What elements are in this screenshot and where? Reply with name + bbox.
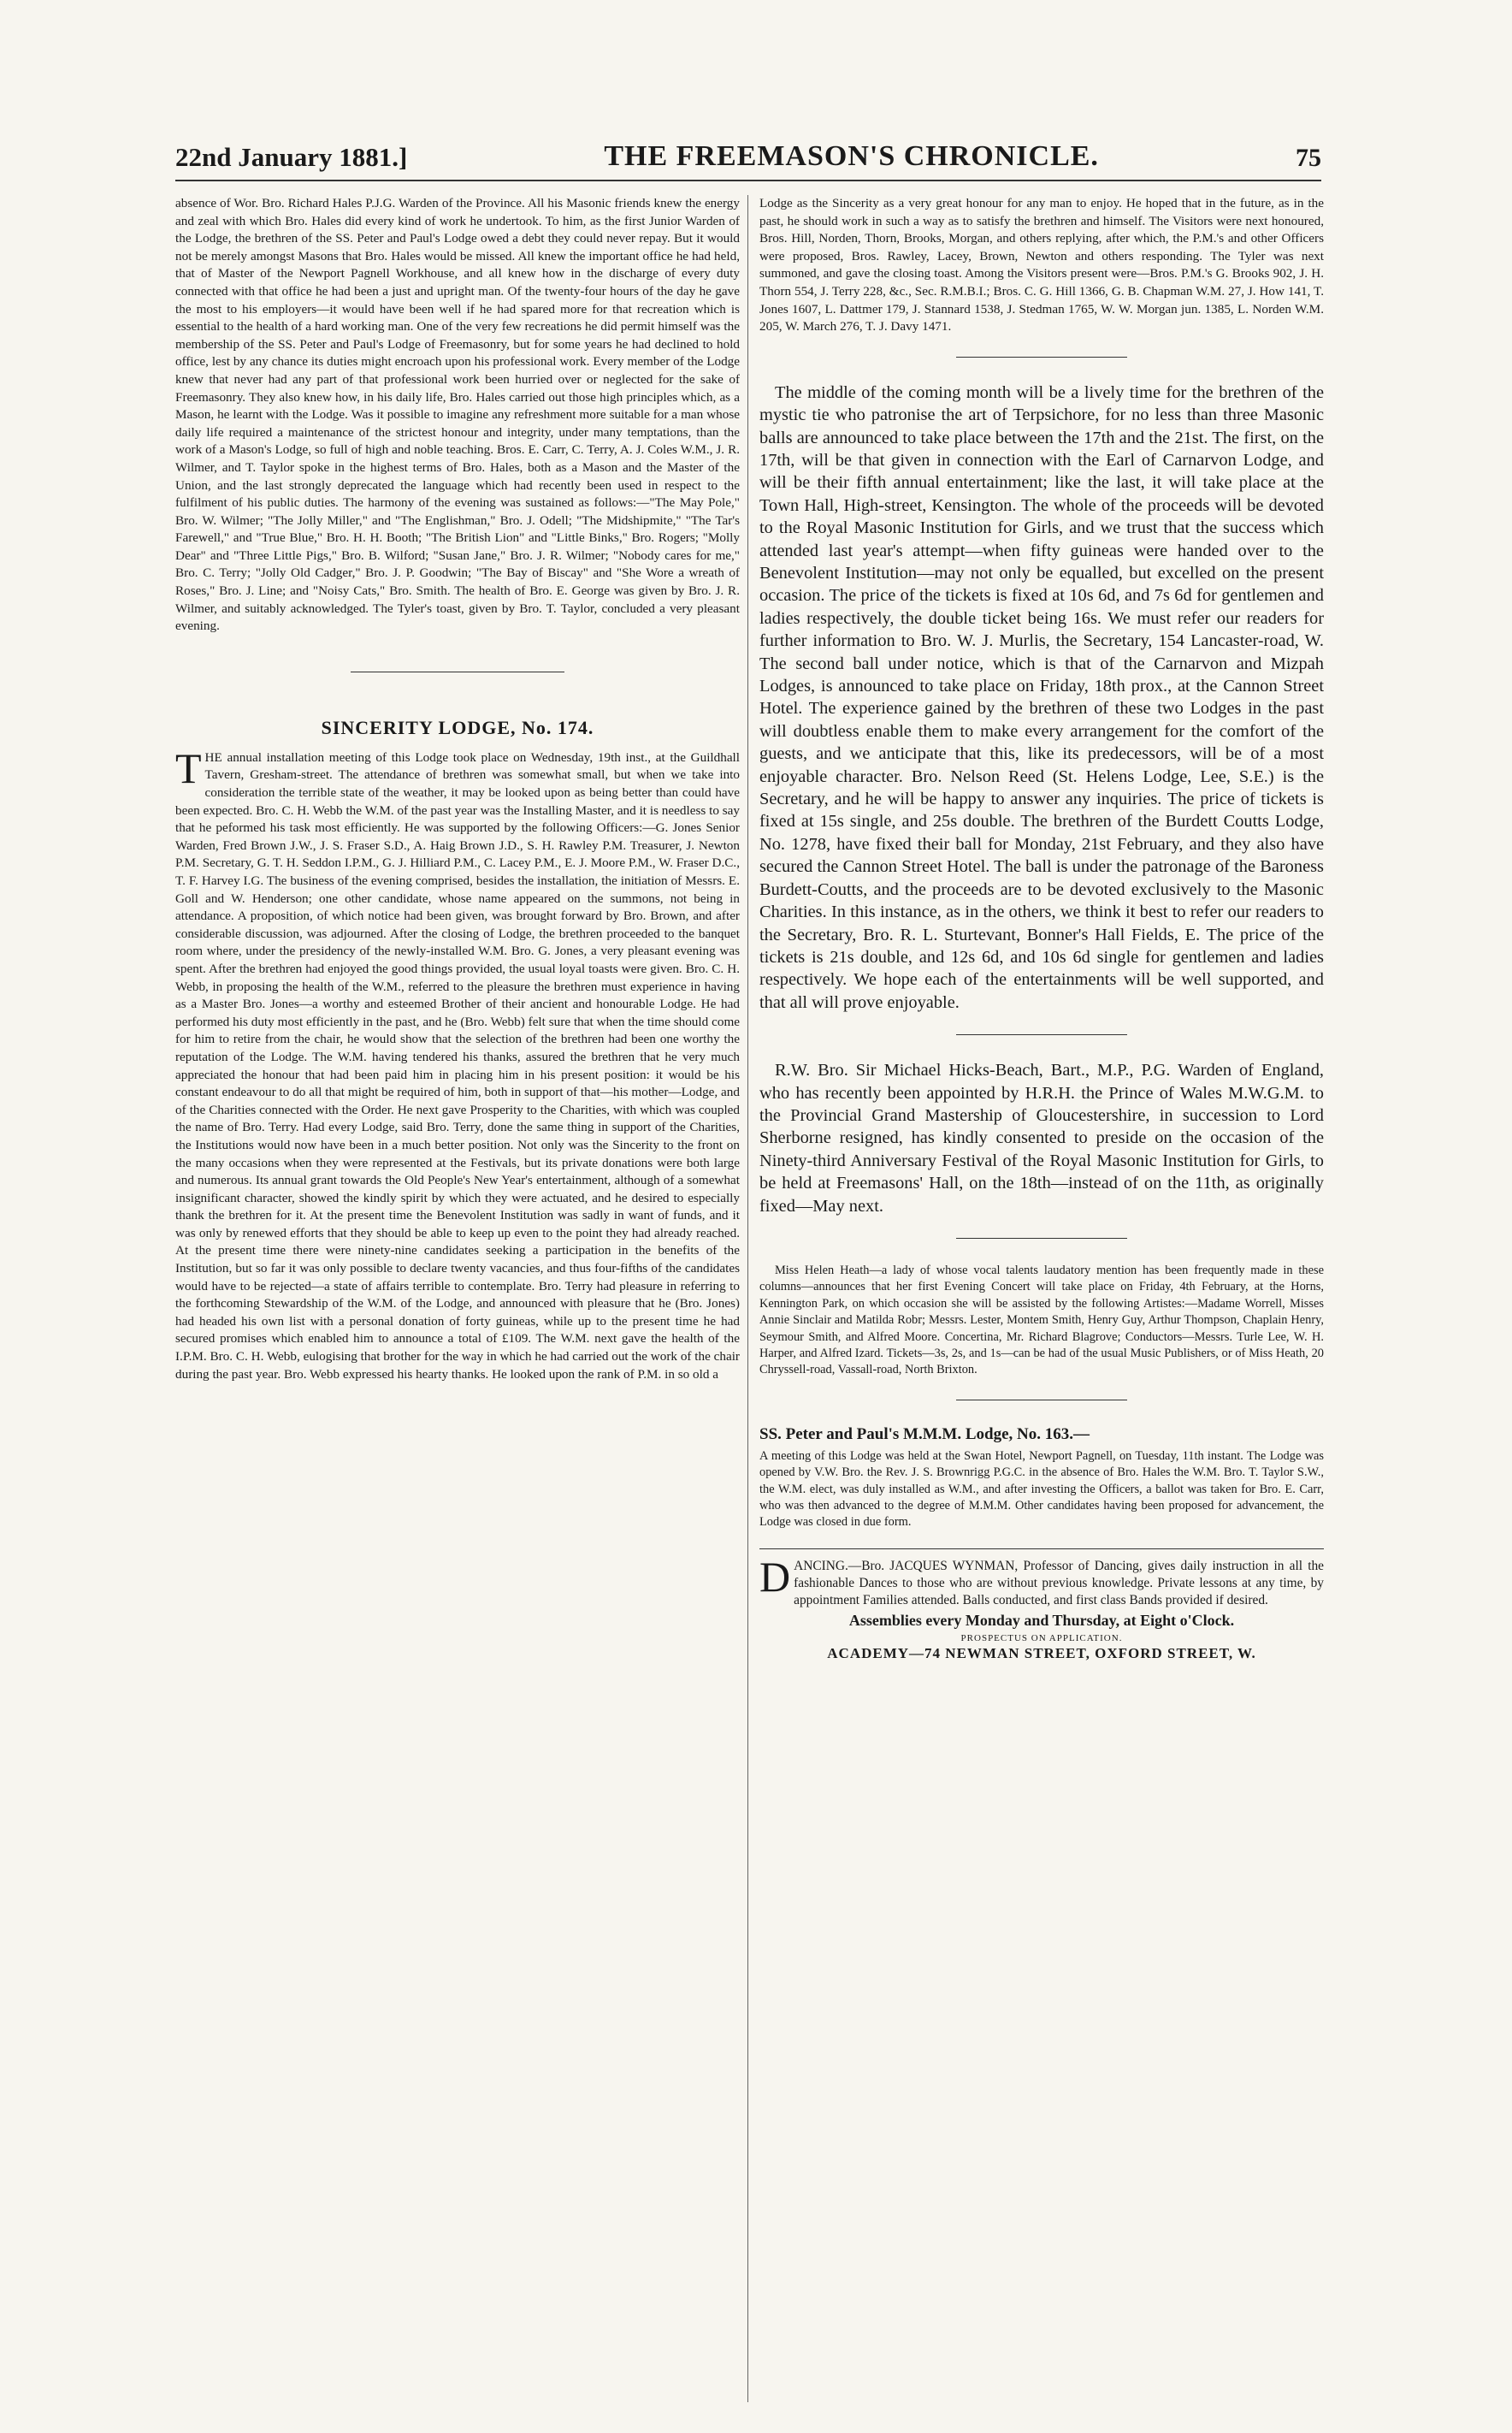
masthead-rule <box>175 180 1321 181</box>
ad-assemblies: Assemblies every Monday and Thursday, at Eight o'Clock. <box>848 1611 1235 1629</box>
helen-heath-notice: Miss Helen Heath—a lady of whose vocal talents laudatory mention has been frequently made in these columns—announces that her first Evening Concert will take place on Friday, 4th February, at the Horns, Kennington Park, on which occasion she will be assisted by the following Artistes:—Madame Worrell, Misses Annie Sinclair and Matilda Robr; Messrs. Lester, Montem Smith, Henry Guy, Arthur Thompson, Chaplain Henry, Seymour Smith, and Alfred Moore. Concertina, Mr. Richard Blagrove; Conductors—Messrs. Turle Lee, W. H. Harper, and Alfred Izard. Tickets—3s, 2s, and 1s—can be had of the usual Music Publishers, or of Miss Heath, 20 Chryssell-road, Vassall-road, North Brixton. <box>759 1263 1324 1377</box>
ad-lead-body: ANCING.—Bro. JACQUES WYNMAN, Professor of Dancing, gives daily instruction in all the fashionable Dances to those who are without previous knowledge. Private lessons at any time, by appointment Families attended. Balls conducted, and first class Bands provided if desired. <box>794 1558 1324 1607</box>
masonic-balls-article: The middle of the coming month will be a lively time for the brethren of the mystic tie who patronise the art of Terpsichore, for no less than three Masonic balls are announced to take place between the 17th and the 21st. The first, on the 17th, will be that given in connection with the Earl of Carnarvon Lodge, and will be their fifth annual entertainment; like the last, it will take place at the Town Hall, High-street, Kensington. The whole of the proceeds will be devoted to the Royal Masonic Institution for Girls, and we trust that the success which attended last year's attempt—when fifty guineas were handed over to the Benevolent Institution—may not only be equalled, but excelled on the present occasion. The price of the tickets is fixed at 10s 6d, and 7s 6d for gentlemen and ladies respectively, the double ticket being 16s. We must refer our readers for further information to Bro. W. J. Murlis, the Secretary, 154 Lancaster-road, W. The second ball under notice, which is that of the Carnarvon and Mizpah Lodges, is announced to take place on Friday, 18th prox., at the Cannon Street Hotel. The experience gained by the brethren of these two Lodges in the past will doubtless enable them to make every arrangement for the comfort of the guests, and we anticipate that this, like its predecessors, will be of a most enjoyable character. Bro. Nelson Reed (St. Helens Lodge, Lee, S.E.) is the Secretary, and he will be happy to answer any inquiries. The price of tickets is fixed at 15s single, and 25s double. The brethren of the Burdett Coutts Lodge, No. 1278, have fixed their ball for Monday, 21st February, and they also have secured the Cannon Street Hotel. The ball is under the patronage of the Baroness Burdett-Coutts, and the proceeds are to be devoted exclusively to the Masonic Charities. In this instance, as in the others, we think it best to refer our readers to the Secretary, Bro. R. L. Sturtevant, Bonner's Hall Fields, E. The price of the tickets is 21s double, and 12s 6d, and 10s 6d single for gentlemen and ladies respectively. We hope each of the entertainments will be well supported, and that all will prove enjoyable. <box>759 382 1324 1012</box>
left-column <box>175 195 740 2419</box>
ad-prospectus: PROSPECTUS ON APPLICATION. <box>960 1632 1123 1643</box>
column-rule <box>747 195 748 2402</box>
sincerity-lodge-continued: Lodge as the Sincerity as a very great honour for any man to enjoy. He hoped that in the future, as in the past, he should work in such a way as to satisfy the brethren and himself. The Visitors were next honoured, Bros. Hill, Norden, Thorn, Brooks, Morgan, and others replying, after which, the P.M.'s and other Officers were proposed, Bros. Rawley, Lacey, Brown, Newton and others responding. The Tyler was next summoned, and gave the closing toast. Among the Visitors present were—Bros. P.M.'s G. Brooks 902, J. H. Thorn 554, J. Terry 228, &c., Sec. R.M.B.I.; Bros. C. G. Hill 1366, G. B. Chapman W.M. 27, J. How 141, T. Jones 1607, L. Dattmer 179, J. Stannard 1538, J. Stedman 1765, W. W. Morgan jun. 1385, L. Norden W.M. 205, W. March 276, T. J. Davy 1471. <box>759 196 1324 334</box>
ad-address: ACADEMY—74 NEWMAN STREET, OXFORD STREET, W. <box>827 1644 1256 1661</box>
ad-drop-cap: D <box>759 1552 791 1601</box>
sincerity-lodge-heading: SINCERITY LODGE, No. 174. <box>321 716 594 738</box>
ad-lead-text <box>759 1552 1324 1609</box>
section-divider <box>956 1034 1127 1035</box>
peter-paul-lodge-text: A meeting of this Lodge was held at the Swan Hotel, Newport Pagnell, on Tuesday, 11th instant. The Lodge was opened by V.W. Bro. the Rev. J. S. Brownrigg P.G.C. in the absence of Bro. Hales the W.M. Bro. T. Taylor S.W., the W.M. elect, was duly installed as W.M., and after investing the Officers, a ballot was taken for Bro. E. Carr, who was then advanced to the degree of M.M.M. Other candidates having been proposed for advancement, the Lodge was closed in due form. <box>759 1448 1324 1530</box>
page-number: 75 <box>1295 144 1321 172</box>
peter-paul-lodge-heading: SS. Peter and Paul's M.M.M. Lodge, No. 163.— <box>759 1424 1090 1443</box>
drop-cap: T <box>175 743 202 792</box>
masthead <box>175 130 1321 173</box>
hicks-beach-article: R.W. Bro. Sir Michael Hicks-Beach, Bart., M.P., P.G. Warden of England, who has recently been appointed by H.R.H. the Prince of Wales M.W.G.M. to the Provincial Grand Mastership of Gloucestershire, in succession to Lord Sherborne resigned, has kindly consented to preside on the occasion of the Ninety-third Anniversary Festival of the Royal Masonic Institution for Girls, to be held at Freemasons' Hall, on the 18th—instead of on the 11th, as originally fixed—May next. <box>759 1061 1324 1216</box>
section-divider <box>956 1238 1127 1239</box>
dancing-advertisement <box>759 1548 1324 1662</box>
sincerity-lodge-body: HE annual installation meeting of this Lodge took place on Wednesday, 19th inst., at the Guildhall Tavern, Gresham-street. The attendance of brethren was somewhat small, but when we take into consideration the terrible state of the weather, it may be looked upon as being better than could have been expected. Bro. C. H. Webb the W.M. of the past year was the Installing Master, and it is needless to say that he peformed his task most efficiently. He was supported by the following Officers:—G. Jones Senior Warden, Fred Brown J.W., J. S. Fraser S.D., A. Haig Brown J.D., S. H. Rawley P.M. Treasurer, J. Newton P.M. Secretary, G. T. H. Seddon I.P.M., G. J. Hilliard P.M., C. Lacey P.M., E. J. Moore P.M., W. Fraser D.C., T. F. Harvey I.G. The business of the evening comprised, besides the installation, the initiation of Messrs. E. Goll and W. Henderson; one other candidate, whose name appeared on the summons, not being in attendance. A proposition, of which notice had been given, was brought forward by Bro. Brown, and after considerable discussion, was adjourned. After the closing of Lodge, the brethren proceeded to the banquet room where, under the presidency of the newly-installed W.M. Bro. G. Jones, a very pleasant evening was spent. After the brethren had enjoyed the good things provided, the usual loyal toasts were given. Bro. C. H. Webb, in proposing the health of the W.M., referred to the pleasure the brethren must experience in having as a Master Bro. Jones—a worthy and esteemed Brother of their ancient and honourable Lodge. He had performed his duty most efficiently in the past, and he (Bro. Webb) felt sure that when the time should come for him to retire from the chair, he would show that the selection of the brethren had been one worthy the reputation of the Lodge. The W.M. having tendered his thanks, assured the brethren that he very much appreciated the honour that had been paid him in placing him in his present position: it would be his constant endeavour to do all that might be required of him, both in support of that—his mother—Lodge, and of the Charities connected with the Order. He next gave Prosperity to the Charities, with which was coupled the name of Bro. Terry. Had every Lodge, said Bro. Terry, done the same thing in support of the Charities, the Institutions would now have been in a much better position. Not only was the Sincerity to the front on the many occasions when they were represented at the Festivals, but its private donations were both large and numerous. Its annual grant towards the Old People's New Year's entertainment, although of a somewhat insignificant character, showed the kindly spirit by which they were actuated, and he desired to especially thank the brethren for it. At the present time the Benevolent Institution was sadly in want of funds, and it was only by renewed efforts that they should be able to keep up even to the point they had already reached. At the present time there were ninety-nine candidates seeking a participation in the benefits of the Institution, but so far it was only possible to declare twenty vacancies, and thus four-fifths of the candidates would have to be rejected—a state of affairs terrible to contemplate. Bro. Terry had pleasure in referring to the forthcoming Stewardship of the W.M. of the Lodge, and announced with pleasure that he (Bro. Jones) had headed his own list with a personal donation of forty guineas, while up to the present time he had secured promises which enabled him to announce a total of £109. The W.M. next gave the health of the I.P.M. Bro. C. H. Webb, eulogising that brother for the way in which he had carried out the work of the chair during the past year. Bro. Webb expressed his hearty thanks. He looked upon the rank of P.M. in so old a <box>175 749 740 1382</box>
hales-report-text: absence of Wor. Bro. Richard Hales P.J.G. Warden of the Province. All his Masonic friends knew the energy and zeal with which Bro. Hales did every kind of work he undertook. To him, as the first Junior Warden of the Lodge, the brethren of the SS. Peter and Paul's Lodge owed a debt they could never repay. But it would not be merely amongst Masons that Bro. Hales would be missed. All knew the important office he had held, that of Master of the Newport Pagnell Workhouse, and all knew how in the discharge of every duty connected with that office he had been a just and upright man. Of the twenty-four hours of the day he gave the most to his employers—it would have been well if he had spared more for that recreation which is essential to the health of a hard working man. One of the very few recreations he did permit himself was the membership of the SS. Peter and Paul's Lodge of Freemasonry, but for some years he had declined to hold office, lest by any chance its duties might encroach upon his professional work. Every member of the Lodge knew that never had any part of that professional work been hurried over or neglected for the sake of Freemasonry. They also knew how, in his daily life, Bro. Hales carried out those high principles which, as a Mason, he learnt with the Lodge. Was it possible to imagine any refreshment more suitable for a man whose daily life required a maintenance of the strictest honour and integrity, under many temptations, than the work of a Mason's Lodge, so full of high and noble teaching. Bros. E. Carr, C. Terry, A. J. Coles W.M., J. R. Wilmer, and T. Taylor spoke in the highest terms of Bro. Hales, both as a Mason and the Master of the Union, and the last strongly deprecated the language which had recently been used in respect to the fulfilment of his public duties. The harmony of the evening was sustained as follows:—"The May Pole," Bro. W. Wilmer; "The Jolly Miller," and "The Englishman," Bro. J. Odell; "The Midshipmite," "The Tar's Farewell," and "True Blue," Bro. H. H. Booth; "The British Lion" and "Little Binks," Bro. Rogers; "Molly Dear" and "Three Little Pigs," Bro. B. Wilford; "Susan Jane," Bro. J. R. Wilmer; "Nobody cares for me," Bro. C. Terry; "Jolly Old Cadger," Bro. J. P. Goodwin; "The Bay of Biscay" and "She Wore a wreath of Roses," Bro. J. Line; and "Noisy Cats," Bro. Smith. The health of Bro. E. George was given by Bro. J. R. Wilmer, and suitably acknowledged. The Tyler's toast, given by Bro. T. Taylor, concluded a very pleasant evening. <box>175 196 740 634</box>
issue-date: 22nd January 1881.] <box>175 142 408 172</box>
right-column <box>759 195 1324 2419</box>
section-divider <box>956 357 1127 358</box>
publication-title: THE FREEMASON'S CHRONICLE. <box>604 140 1099 172</box>
sincerity-lodge-text <box>175 743 740 1383</box>
